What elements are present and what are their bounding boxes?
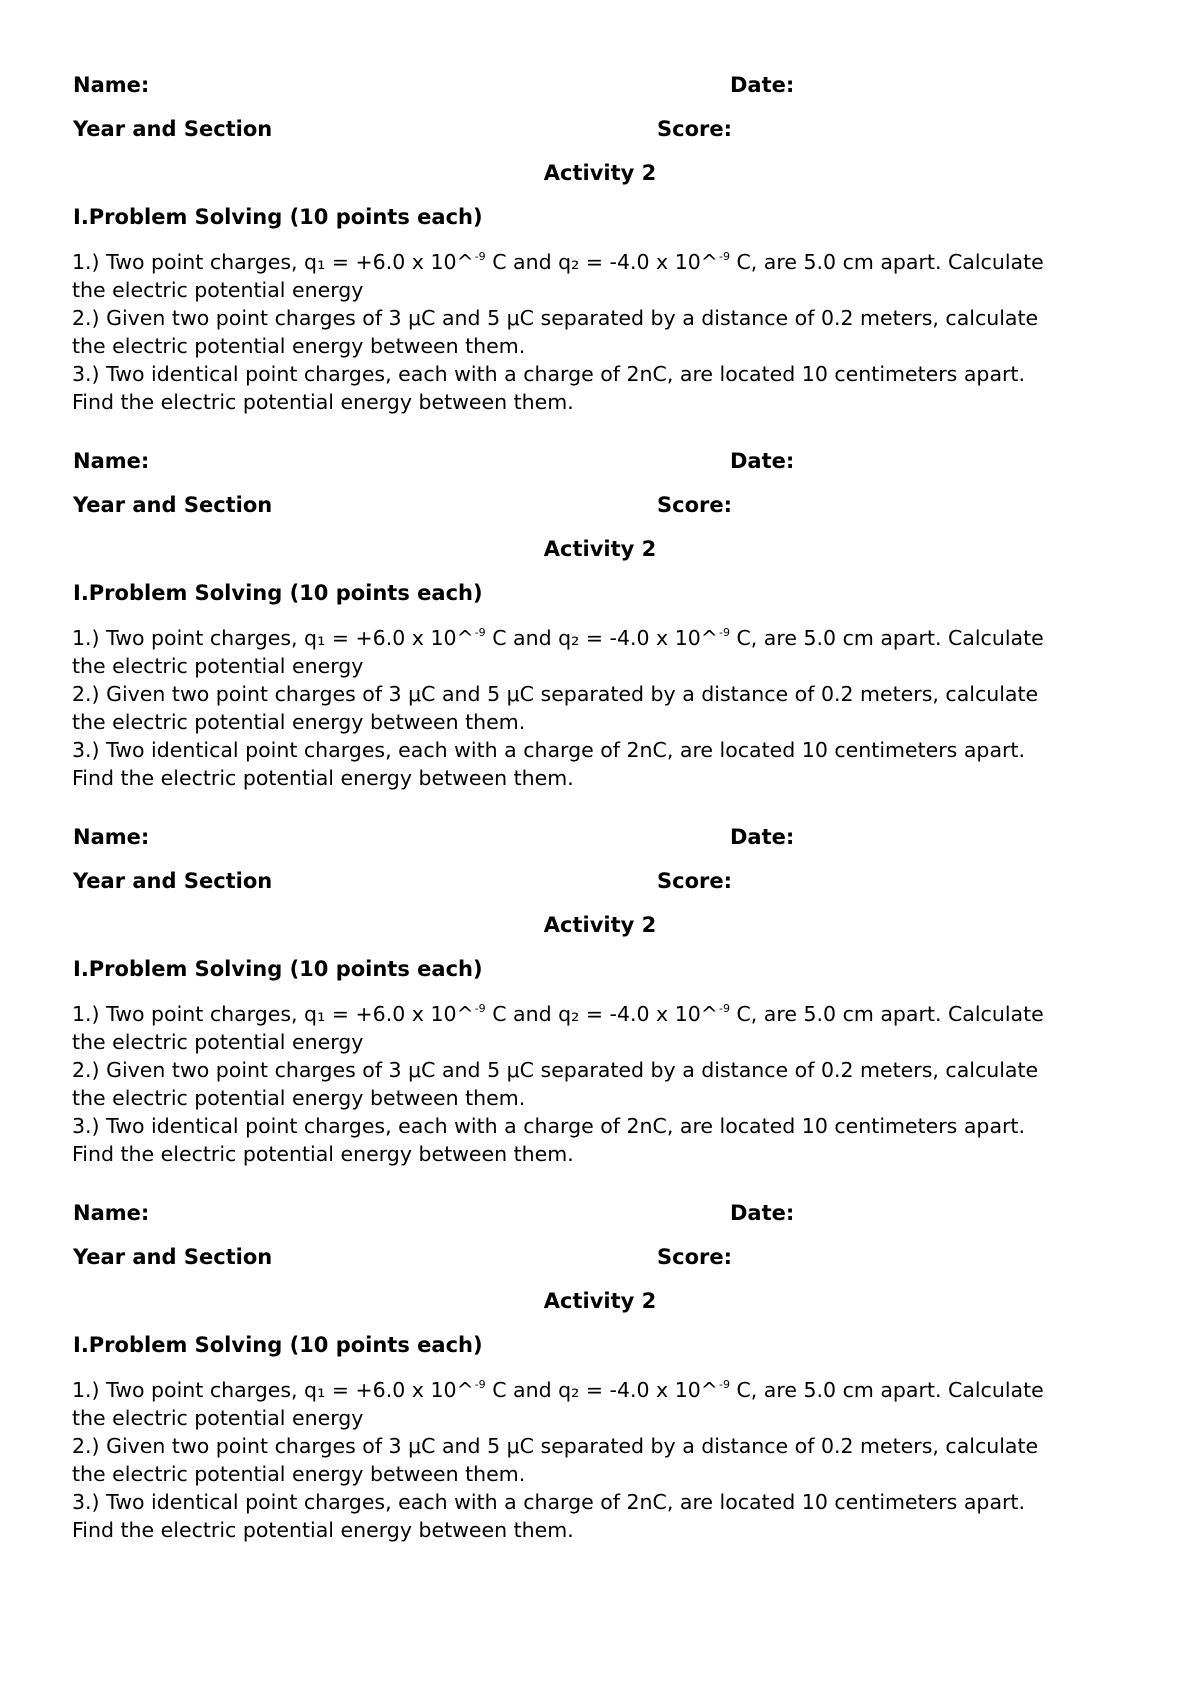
name-label: Name:	[73, 1201, 150, 1225]
question-3-line-1: 3.) Two identical point charges, each with a charge of 2nC, are located 10 centimeters apart.	[72, 1114, 1025, 1138]
exponent: -9	[474, 250, 486, 263]
section-heading: I.Problem Solving (10 points each)	[73, 205, 483, 229]
question-2-line-2: the electric potential energy between them.	[72, 1462, 526, 1486]
question-3-line-2: Find the electric potential energy between them.	[72, 1142, 574, 1166]
activity-title: Activity 2	[543, 161, 657, 185]
question-2-line-1: 2.) Given two point charges of 3 μC and 5 μC separated by a distance of 0.2 meters, calculate	[72, 1058, 1039, 1082]
section-heading: I.Problem Solving (10 points each)	[73, 1333, 483, 1357]
question-2-line-1: 2.) Given two point charges of 3 μC and 5 μC separated by a distance of 0.2 meters, calculate	[72, 306, 1039, 330]
section-heading: I.Problem Solving (10 points each)	[73, 957, 483, 981]
year-section-label: Year and Section	[73, 117, 273, 141]
score-label: Score:	[657, 493, 732, 517]
question-1-text-c: C, are 5.0 cm apart. Calculate	[729, 626, 1044, 650]
exponent: -9	[718, 1378, 730, 1391]
question-2-line-2: the electric potential energy between them.	[72, 1086, 526, 1110]
question-2-line-1: 2.) Given two point charges of 3 μC and 5 μC separated by a distance of 0.2 meters, calculate	[72, 682, 1039, 706]
question-3-line-1: 3.) Two identical point charges, each with a charge of 2nC, are located 10 centimeters apart.	[72, 362, 1025, 386]
question-1-line-1	[72, 1000, 1152, 1028]
question-1-line-1	[72, 624, 1152, 652]
score-label: Score:	[657, 117, 732, 141]
question-2-line-1: 2.) Given two point charges of 3 μC and 5 μC separated by a distance of 0.2 meters, calculate	[72, 1434, 1039, 1458]
date-label: Date:	[730, 825, 795, 849]
question-1-text-a: 1.) Two point charges, q₁ = +6.0 x 10^	[72, 626, 474, 650]
question-1-line-2: the electric potential energy	[72, 1030, 364, 1054]
worksheet-copy	[0, 1128, 1200, 1542]
question-1-text-c: C, are 5.0 cm apart. Calculate	[729, 1378, 1044, 1402]
year-section-label: Year and Section	[73, 493, 273, 517]
question-1-line-2: the electric potential energy	[72, 278, 364, 302]
question-1-text-c: C, are 5.0 cm apart. Calculate	[729, 250, 1044, 274]
date-label: Date:	[730, 73, 795, 97]
activity-title: Activity 2	[543, 1289, 657, 1313]
question-3-line-2: Find the electric potential energy between them.	[72, 766, 574, 790]
name-label: Name:	[73, 449, 150, 473]
name-label: Name:	[73, 825, 150, 849]
year-section-label: Year and Section	[73, 1245, 273, 1269]
question-3-line-2: Find the electric potential energy between them.	[72, 390, 574, 414]
question-1-line-2: the electric potential energy	[72, 654, 364, 678]
exponent: -9	[718, 250, 730, 263]
question-1-text-b: C and q₂ = -4.0 x 10^	[485, 250, 718, 274]
question-1-text-c: C, are 5.0 cm apart. Calculate	[729, 1002, 1044, 1026]
exponent: -9	[474, 1378, 486, 1391]
question-1-line-2: the electric potential energy	[72, 1406, 364, 1430]
year-section-label: Year and Section	[73, 869, 273, 893]
worksheet-copy	[0, 0, 1200, 414]
question-2-line-2: the electric potential energy between them.	[72, 334, 526, 358]
date-label: Date:	[730, 1201, 795, 1225]
exponent: -9	[718, 626, 730, 639]
question-1-text-b: C and q₂ = -4.0 x 10^	[485, 1002, 718, 1026]
question-1-line-1	[72, 1376, 1152, 1404]
activity-title: Activity 2	[543, 537, 657, 561]
worksheet-copy	[0, 376, 1200, 790]
date-label: Date:	[730, 449, 795, 473]
question-1-text-a: 1.) Two point charges, q₁ = +6.0 x 10^	[72, 250, 474, 274]
question-3-line-1: 3.) Two identical point charges, each with a charge of 2nC, are located 10 centimeters apart.	[72, 1490, 1025, 1514]
name-label: Name:	[73, 73, 150, 97]
activity-title: Activity 2	[543, 913, 657, 937]
question-3-line-1: 3.) Two identical point charges, each with a charge of 2nC, are located 10 centimeters apart.	[72, 738, 1025, 762]
question-1-line-1	[72, 248, 1152, 276]
question-1-text-a: 1.) Two point charges, q₁ = +6.0 x 10^	[72, 1378, 474, 1402]
exponent: -9	[718, 1002, 730, 1015]
question-1-text-b: C and q₂ = -4.0 x 10^	[485, 626, 718, 650]
question-3-line-2: Find the electric potential energy between them.	[72, 1518, 574, 1542]
worksheet-copy	[0, 752, 1200, 1166]
exponent: -9	[474, 626, 486, 639]
question-1-text-b: C and q₂ = -4.0 x 10^	[485, 1378, 718, 1402]
question-2-line-2: the electric potential energy between them.	[72, 710, 526, 734]
section-heading: I.Problem Solving (10 points each)	[73, 581, 483, 605]
score-label: Score:	[657, 869, 732, 893]
score-label: Score:	[657, 1245, 732, 1269]
exponent: -9	[474, 1002, 486, 1015]
question-1-text-a: 1.) Two point charges, q₁ = +6.0 x 10^	[72, 1002, 474, 1026]
question-list	[72, 1376, 1152, 1544]
